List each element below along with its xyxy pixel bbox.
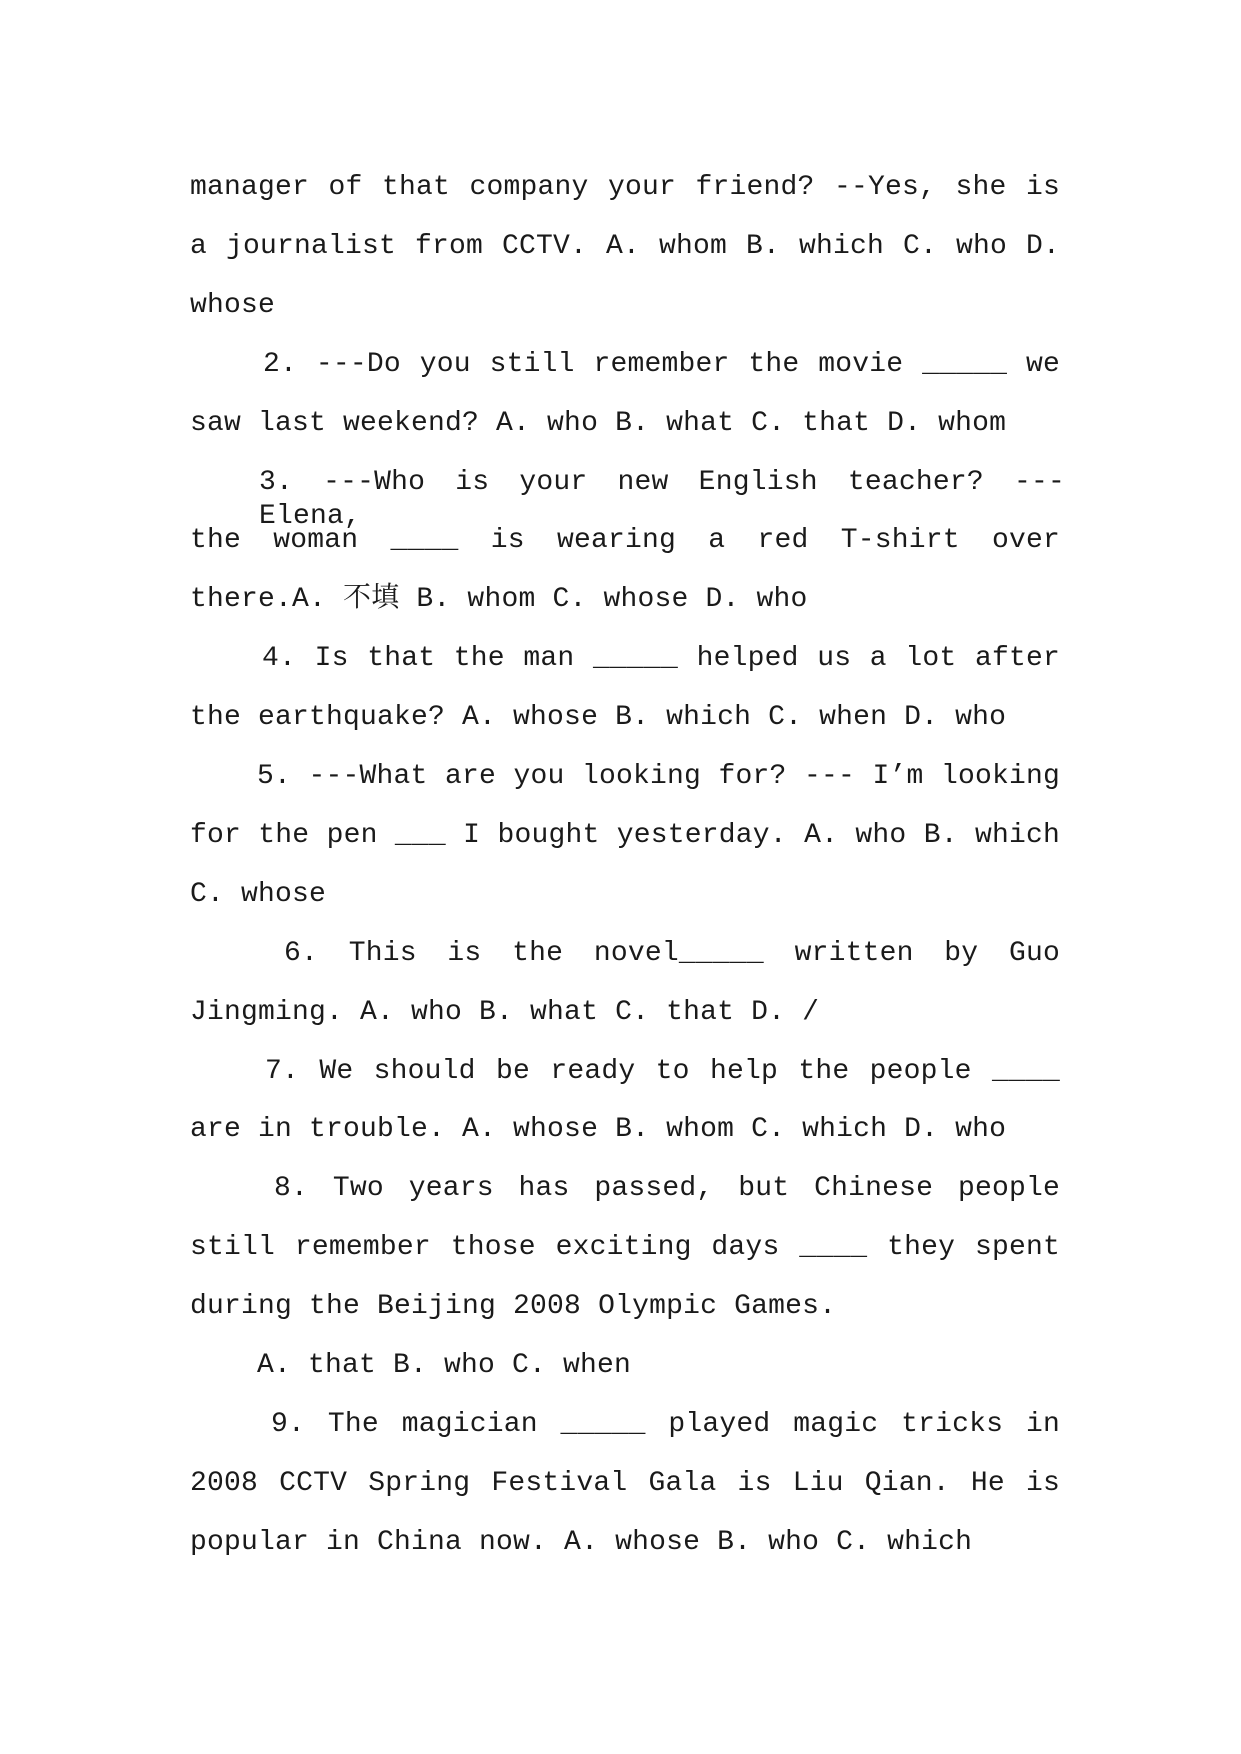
question-7-line-2: are in trouble. A. whose B. whom C. which D. who [190, 1114, 1007, 1146]
question-6-line-2: Jingming. A. who B. what C. that D. / [190, 996, 820, 1028]
question-5-line-3: C. whose [190, 878, 327, 910]
question-9-line-2: 2008 CCTV Spring Festival Gala is Liu Qian. He is [190, 1467, 1060, 1499]
question-8-options: A. that B. who C. when [257, 1350, 632, 1381]
question-4-line-2: the earthquake? A. whose B. which C. when D. who [190, 702, 1007, 734]
question-3-line-1: 3. ---Who is your new English teacher? ---Elena, [259, 466, 1065, 532]
question-8-line-2: still remember those exciting days ____ they spent [190, 1232, 1060, 1264]
question-3-line-2: the woman ____ is wearing a red T-shirt over [190, 525, 1060, 557]
question-7-line-1: 7. We should be ready to help the people ____ [265, 1055, 1060, 1087]
question-2-line-1: 2. ---Do you still remember the movie _____ we [263, 348, 1060, 380]
question-8-line-3: during the Beijing 2008 Olympic Games. [190, 1291, 837, 1323]
question-6-line-1: 6. This is the novel_____ written by Guo [284, 937, 1060, 969]
question-1-line-2: a journalist from CCTV. A. whom B. which C. who D. [190, 230, 1060, 262]
question-5-line-2: for the pen ___ I bought yesterday. A. who B. which [190, 819, 1060, 851]
question-2-line-2: saw last weekend? A. who B. what C. that D. whom [190, 407, 1007, 439]
question-1-line-1: manager of that company your friend? --Yes, she is [190, 172, 1060, 203]
question-5-line-1: 5. ---What are you looking for? --- I’m looking [257, 761, 1060, 792]
question-8-line-1: 8. Two years has passed, but Chinese people [274, 1173, 1060, 1205]
question-4-line-1: 4. Is that the man _____ helped us a lot after [262, 643, 1060, 675]
question-9-line-3: popular in China now. A. whose B. who C. which [190, 1526, 973, 1558]
question-3-line-3: there.A. 不填 B. whom C. whose D. who [190, 584, 808, 616]
question-1-line-3: whose [190, 289, 276, 321]
question-9-line-1: 9. The magician _____ played magic tricks in [271, 1408, 1060, 1440]
